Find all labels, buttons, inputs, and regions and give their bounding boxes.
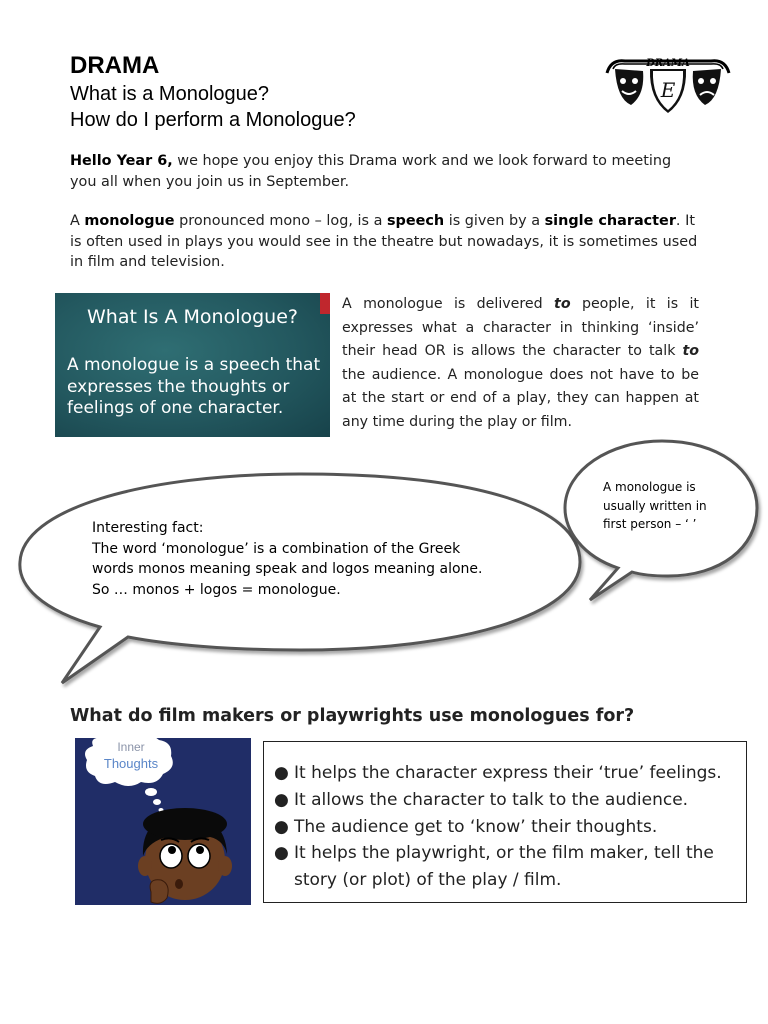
list-item <box>272 814 738 841</box>
definition-text-2: pronounced mono – log, is a <box>174 213 387 229</box>
delivery-emphasis-to-1: to <box>554 296 571 312</box>
definition-text-4: . It is often used in plays you would see in the theatre but nowadays, it is sometimes used in film and television. <box>70 213 698 270</box>
bullet-icon: ● <box>274 789 289 810</box>
list-item <box>272 840 738 894</box>
list-item <box>272 787 738 814</box>
definition-bold-monologue: monologue <box>84 213 175 229</box>
slide-title: What Is A Monologue? <box>86 306 298 328</box>
uses-list-box <box>263 741 747 903</box>
svg-text:Thoughts: Thoughts <box>103 756 159 771</box>
fact-line-2: words monos meaning speak and logos meaning alone. <box>92 561 483 577</box>
uses-heading: What do film makers or playwrights use monologues for? <box>70 706 635 726</box>
fact-line-3: So … monos + logos = monologue. <box>92 581 341 598</box>
delivery-text-1: A monologue is delivered <box>342 296 555 312</box>
delivery-text-3: the audience. A monologue does not have to be at the start or end of a play, they can happen at any time during the play or film. <box>342 366 699 430</box>
uses-list <box>272 760 738 894</box>
interesting-fact-text <box>92 518 522 600</box>
page-title: DRAMA <box>70 52 160 79</box>
slide-body: A monologue is a speech that expresses the thoughts or feelings of one character. <box>67 355 321 418</box>
list-item-text: It allows the character to talk to the audience. <box>294 789 689 810</box>
fact-line-1: The word ‘monologue’ is a combination of the Greek <box>92 540 461 557</box>
subtitle-how-to-perform: How do I perform a Monologue? <box>70 109 356 131</box>
subtitle-what-is: What is a Monologue? <box>70 83 270 105</box>
first-person-text: A monologue is usually written in first person – ‘ ’ <box>603 480 707 531</box>
definition-bold-speech: speech <box>386 213 445 229</box>
list-item-text: It helps the playwright, or the film maker, tell the story (or plot) of the play / film. <box>294 843 714 891</box>
intro-greeting: Hello Year 6, <box>70 153 173 169</box>
svg-text:DRAMA: DRAMA <box>646 58 690 69</box>
intro-text: we hope you enjoy this Drama work and we look forward to meeting you all when you join us in September. <box>70 153 672 190</box>
bullet-icon: ● <box>274 843 289 864</box>
thinking-boy-illustration <box>75 738 251 905</box>
definition-text-3: is given by a <box>444 213 545 229</box>
thinking-boy-icon <box>75 738 251 905</box>
delivery-emphasis-to-2: to <box>682 343 699 359</box>
list-item-text: It helps the character express their ‘true’ feelings. <box>294 763 722 783</box>
list-item <box>272 760 738 787</box>
definition-text-1: A <box>70 213 85 229</box>
bullet-icon: ● <box>274 816 289 837</box>
list-item-text: The audience get to ‘know’ their thoughts. <box>294 816 658 837</box>
definition-bold-single-character: single character <box>544 213 676 229</box>
delivery-text-2: people, it is it expresses what a character in thinking ‘inside’ their head OR is allows the character to talk <box>342 296 699 359</box>
svg-text:E: E <box>660 78 676 102</box>
svg-text:Inner: Inner <box>117 740 145 754</box>
bullet-icon: ● <box>274 763 289 783</box>
fact-heading: Interesting fact: <box>92 520 204 536</box>
